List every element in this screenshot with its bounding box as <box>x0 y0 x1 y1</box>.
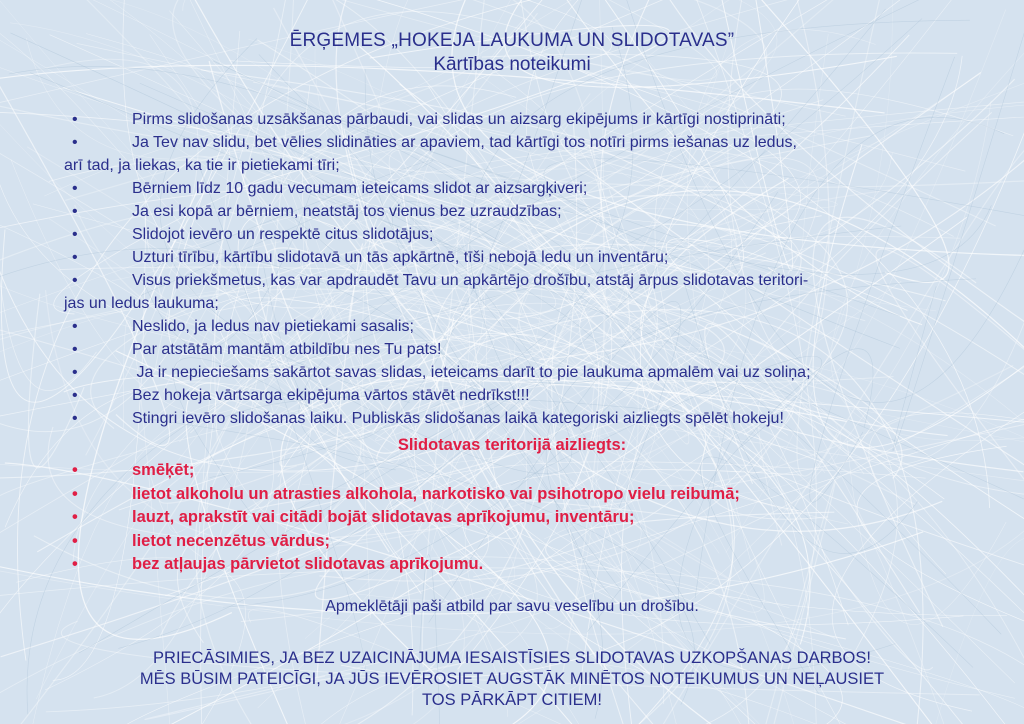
bullet-icon: • <box>72 180 78 197</box>
prohibited-text: lietot alkoholu un atrasties alkohola, narkotisko vai psihotropo vielu reibumā; <box>132 484 740 503</box>
rule-item <box>64 246 994 269</box>
rule-item <box>64 223 994 246</box>
responsibility-note: Apmeklētāji paši atbild par savu veselību un drošību. <box>325 598 699 615</box>
poster-subtitle: Kārtības noteikumi <box>433 54 591 75</box>
rule-item <box>64 177 994 200</box>
rule-item <box>64 407 994 430</box>
prohibited-item <box>64 506 1004 530</box>
prohibited-text: lietot necenzētus vārdus; <box>132 531 331 550</box>
prohibited-text: smēķēt; <box>132 461 195 479</box>
rule-item <box>64 361 994 384</box>
rule-text-continuation: arī tad, ja liekas, ka tie ir pietiekami tīri; <box>64 157 340 174</box>
rule-item <box>64 269 994 315</box>
closing-line: PRIECĀSIMIES, JA BEZ UZAICINĀJUMA IESAISTĪSIES SLIDOTAVAS UZKOPŠANAS DARBOS! <box>153 649 871 667</box>
rule-text: Uzturi tīrību, kārtību slidotavā un tās apkārtnē, tīši nebojā ledu un inventāru; <box>132 249 669 266</box>
prohibited-text: lauzt, aprakstīt vai citādi bojāt slidotavas aprīkojumu, inventāru; <box>132 508 635 526</box>
bullet-icon: • <box>72 555 78 573</box>
prohibited-heading: Slidotavas teritorijā aizliegts: <box>397 436 627 454</box>
closing-line: TOS PĀRKĀPT CITIEM! <box>421 691 602 709</box>
bullet-icon: • <box>72 508 78 526</box>
rule-text: Par atstātām mantām atbildību nes Tu pats! <box>132 341 442 358</box>
rule-item <box>64 200 994 223</box>
rule-text: Bez hokeja vārtsarga ekipējuma vārtos stāvēt nedrīkst!!! <box>132 387 530 404</box>
rule-text: Bērniem līdz 10 gadu vecumam ieteicams slidot ar aizsargķiveri; <box>132 180 588 197</box>
rule-text: Pirms slidošanas uzsākšanas pārbaudi, vai slidas un aizsarg ekipējums ir kārtīgi nostiprināti; <box>132 111 786 128</box>
bullet-icon: • <box>72 226 78 243</box>
prohibited-text: bez atļaujas pārvietot slidotavas aprīkojumu. <box>132 555 484 573</box>
rule-text-continuation: jas un ledus laukuma; <box>64 295 219 312</box>
bullet-icon: • <box>72 364 78 381</box>
rule-item <box>64 131 994 177</box>
bullet-icon: • <box>72 410 78 427</box>
bullet-icon: • <box>72 341 78 358</box>
bullet-icon: • <box>72 531 78 550</box>
rule-text: Ja esi kopā ar bērniem, neatstāj tos vienus bez uzraudzības; <box>132 203 562 220</box>
bullet-icon: • <box>72 111 78 128</box>
closing-message <box>0 648 1024 711</box>
rule-item <box>64 338 994 361</box>
bullet-icon: • <box>72 318 78 335</box>
bullet-icon: • <box>72 203 78 220</box>
prohibited-item <box>64 483 1004 507</box>
poster-title: ĒRĢEMES „HOKEJA LAUKUMA UN SLIDOTAVAS” <box>289 30 735 51</box>
rule-text: Ja Tev nav slidu, bet vēlies slidināties ar apaviem, tad kārtīgi tos notīri pirms iešanas uz ledus, <box>132 134 797 151</box>
rule-text: Visus priekšmetus, kas var apdraudēt Tavu un apkārtējo drošību, atstāj ārpus slidotavas teritori- <box>132 272 809 289</box>
rule-item <box>64 315 994 338</box>
bullet-icon: • <box>72 272 78 289</box>
rule-text: Stingri ievēro slidošanas laiku. Publiskās slidošanas laikā kategoriski aizliegts spēlēt hokeju! <box>132 410 784 427</box>
bullet-icon: • <box>72 134 78 151</box>
prohibited-item <box>64 553 1004 577</box>
prohibited-item <box>64 459 1004 483</box>
bullet-icon: • <box>72 484 78 503</box>
bullet-icon: • <box>72 387 78 404</box>
rule-item <box>64 108 994 131</box>
prohibited-list <box>64 459 1004 577</box>
prohibited-item <box>64 530 1004 554</box>
closing-line: MĒS BŪSIM PATEICĪGI, JA JŪS IEVĒROSIET AUGSTĀK MINĒTOS NOTEIKUMUS UN NEĻAUSIET <box>139 670 885 688</box>
rule-text: Slidojot ievēro un respektē citus slidotājus; <box>132 226 434 243</box>
rules-list <box>64 108 994 430</box>
rule-text: Neslido, ja ledus nav pietiekami sasalis; <box>132 318 414 335</box>
rule-item <box>64 384 994 407</box>
rule-text: Ja ir nepieciešams sakārtot savas slidas, ieteicams darīt to pie laukuma apmalēm vai uz soliņa; <box>132 364 811 381</box>
bullet-icon: • <box>72 461 78 479</box>
bullet-icon: • <box>72 249 78 266</box>
